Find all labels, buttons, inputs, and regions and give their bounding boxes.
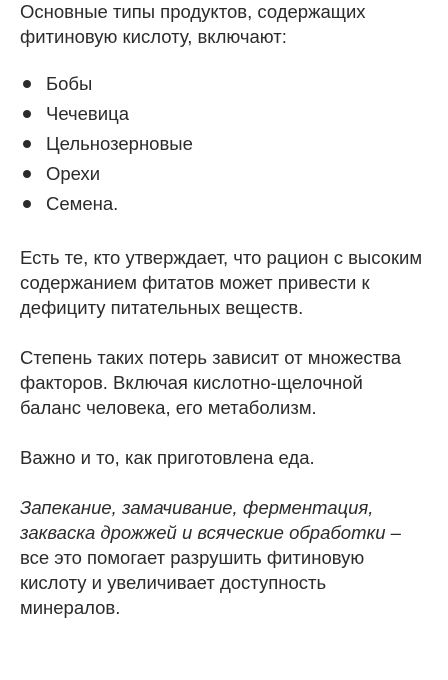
list-item-label: Бобы [46, 73, 93, 94]
bullet-icon [23, 110, 31, 118]
list-item-label: Чечевица [46, 103, 129, 124]
list-item-label: Цельнозерновые [46, 133, 193, 154]
list-item [20, 189, 428, 219]
preparation-paragraph: Важно и то, как приготовлена еда. [20, 447, 315, 468]
list-item-label: Семена. [46, 193, 119, 214]
list-item [20, 99, 428, 129]
bullet-icon [23, 140, 31, 148]
processing-methods-text: Запекание, замачивание, ферментация, закваска дрожжей и всяческие обработки [20, 497, 386, 543]
processing-result-text: – все это помогает разрушить фитиновую кислоту и увеличивает доступность минералов. [20, 522, 401, 618]
list-item [20, 159, 428, 189]
bullet-icon [23, 200, 31, 208]
intro-paragraph: Основные типы продуктов, содержащих фитиновую кислоту, включают: [20, 1, 366, 47]
food-list [20, 69, 428, 219]
loss-factors-paragraph: Степень таких потерь зависит от множества факторов. Включая кислотно-щелочной баланс человека, его метаболизм. [20, 347, 402, 418]
list-item [20, 129, 428, 159]
processing-paragraph [20, 495, 428, 620]
bullet-icon [23, 80, 31, 88]
bullet-icon [23, 170, 31, 178]
phytate-diet-paragraph: Есть те, кто утверждает, что рацион с высоким содержанием фитатов может привести к дефициту питательных веществ. [20, 247, 423, 318]
list-item [20, 69, 428, 99]
list-item-label: Орехи [46, 163, 101, 184]
